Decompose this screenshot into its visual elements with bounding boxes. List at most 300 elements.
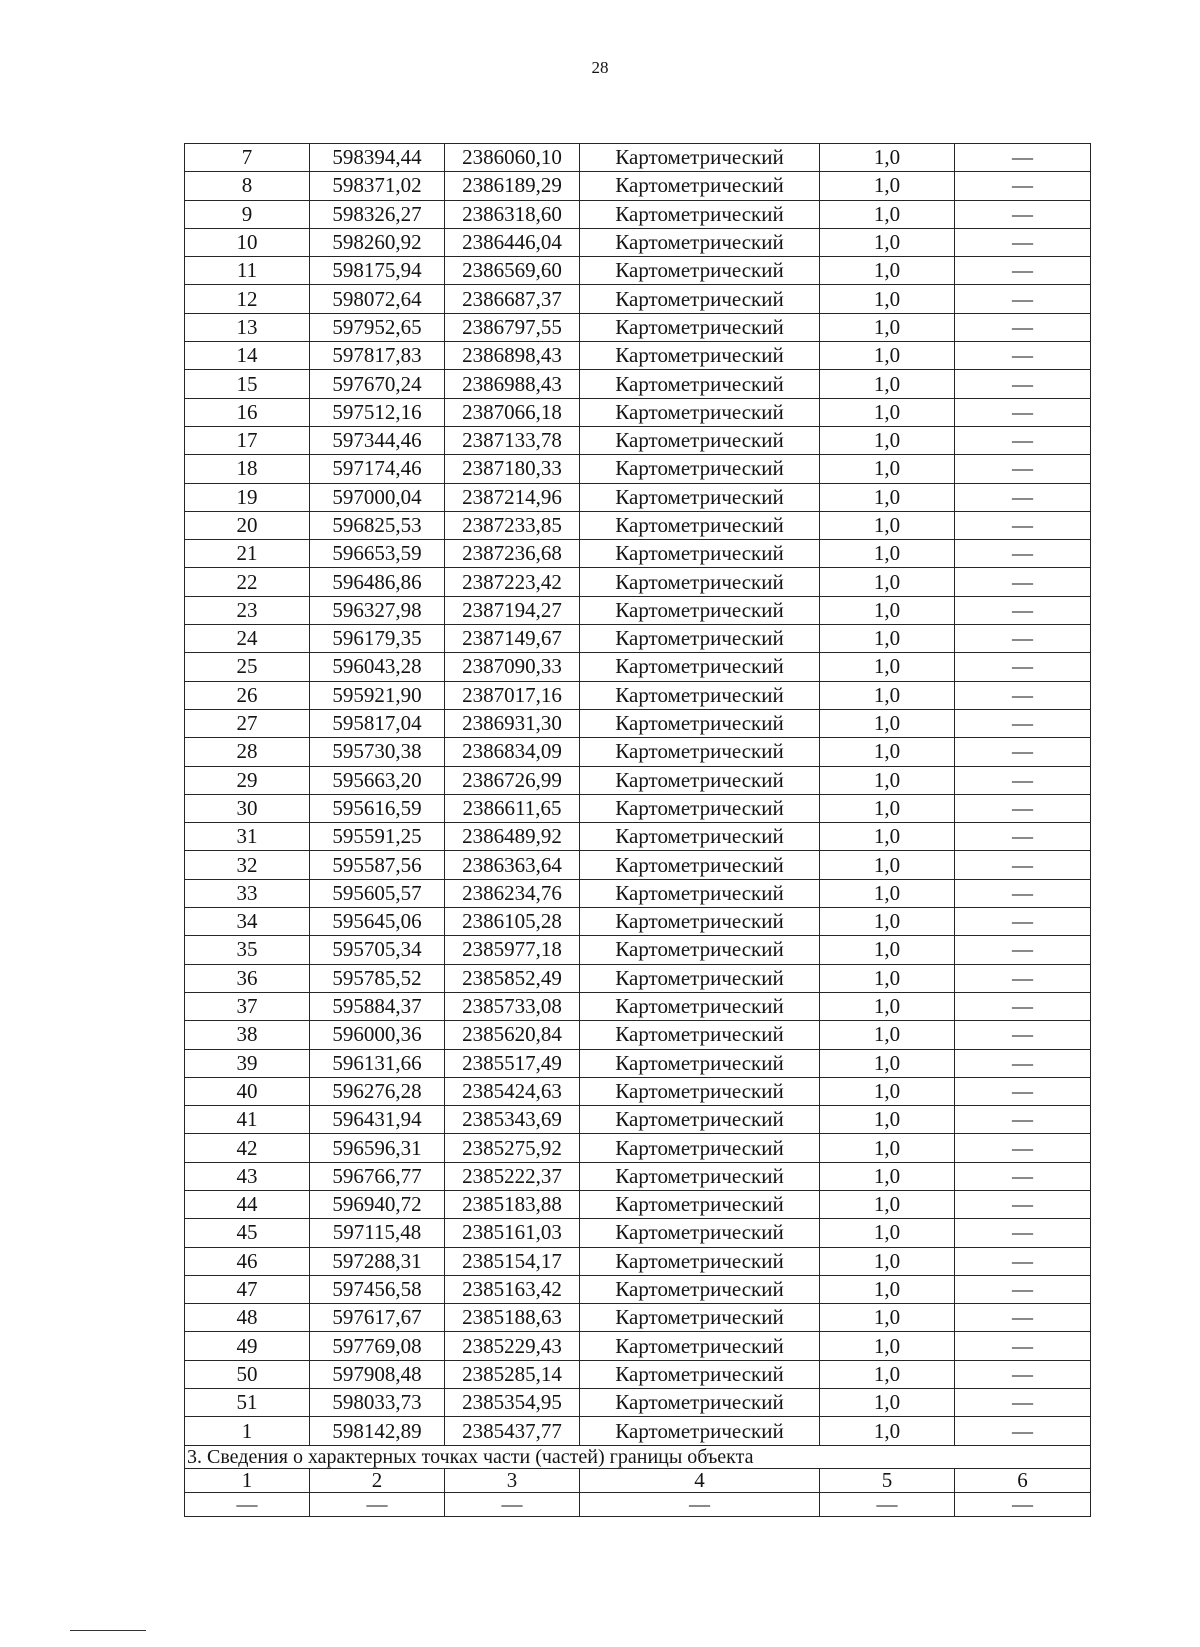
coordinate-y: 2385161,03: [445, 1219, 580, 1247]
table-row: [185, 1304, 1091, 1332]
accuracy-cell: 1,0: [820, 1219, 955, 1247]
method-cell: Картометрический: [580, 1247, 820, 1275]
method-cell: Картометрический: [580, 228, 820, 256]
coordinate-x: 597769,08: [310, 1332, 445, 1360]
description-cell: —: [955, 455, 1091, 483]
coordinate-y: 2385733,08: [445, 992, 580, 1020]
footer-separator-line: [70, 1630, 146, 1631]
method-cell: Картометрический: [580, 1134, 820, 1162]
method-cell: Картометрический: [580, 1021, 820, 1049]
coordinate-y: 2386797,55: [445, 313, 580, 341]
accuracy-cell: 1,0: [820, 342, 955, 370]
point-number: 13: [185, 313, 310, 341]
coordinate-y: 2386489,92: [445, 823, 580, 851]
description-cell: —: [955, 257, 1091, 285]
accuracy-cell: 1,0: [820, 1332, 955, 1360]
table-row: [185, 1275, 1091, 1303]
description-cell: —: [955, 794, 1091, 822]
description-cell: —: [955, 851, 1091, 879]
accuracy-cell: 1,0: [820, 257, 955, 285]
point-number: 14: [185, 342, 310, 370]
table-row: [185, 1077, 1091, 1105]
column-number-5: 5: [820, 1468, 955, 1492]
accuracy-cell: 1,0: [820, 908, 955, 936]
coordinate-y: 2386834,09: [445, 738, 580, 766]
coordinate-x: 598260,92: [310, 228, 445, 256]
method-cell: Картометрический: [580, 823, 820, 851]
method-cell: Картометрический: [580, 766, 820, 794]
coordinate-y: 2387066,18: [445, 398, 580, 426]
point-number: 12: [185, 285, 310, 313]
column-number-4: 4: [580, 1468, 820, 1492]
table-row: [185, 228, 1091, 256]
accuracy-cell: 1,0: [820, 1417, 955, 1445]
table-row: [185, 908, 1091, 936]
coordinate-x: 595605,57: [310, 879, 445, 907]
description-cell: —: [955, 964, 1091, 992]
description-cell: —: [955, 992, 1091, 1020]
method-cell: Картометрический: [580, 1219, 820, 1247]
description-cell: —: [955, 313, 1091, 341]
accuracy-cell: 1,0: [820, 1162, 955, 1190]
description-cell: —: [955, 1360, 1091, 1388]
coordinate-x: 597174,46: [310, 455, 445, 483]
accuracy-cell: 1,0: [820, 540, 955, 568]
coordinate-y: 2386363,64: [445, 851, 580, 879]
point-number: 46: [185, 1247, 310, 1275]
table-row: [185, 879, 1091, 907]
point-number: 29: [185, 766, 310, 794]
accuracy-cell: 1,0: [820, 313, 955, 341]
description-cell: —: [955, 908, 1091, 936]
description-cell: —: [955, 370, 1091, 398]
description-cell: —: [955, 172, 1091, 200]
coordinate-x: 596276,28: [310, 1077, 445, 1105]
column-number-3: 3: [445, 1468, 580, 1492]
method-cell: Картометрический: [580, 1275, 820, 1303]
coordinate-y: 2386060,10: [445, 144, 580, 172]
method-cell: Картометрический: [580, 313, 820, 341]
method-cell: Картометрический: [580, 1417, 820, 1445]
accuracy-cell: 1,0: [820, 823, 955, 851]
table-row: [185, 1162, 1091, 1190]
accuracy-cell: 1,0: [820, 738, 955, 766]
table-row: [185, 1389, 1091, 1417]
point-number: 38: [185, 1021, 310, 1049]
point-number: 33: [185, 879, 310, 907]
empty-cell: —: [580, 1492, 820, 1516]
coordinate-x: 597115,48: [310, 1219, 445, 1247]
coordinate-x: 595705,34: [310, 936, 445, 964]
accuracy-cell: 1,0: [820, 455, 955, 483]
coordinate-y: 2386189,29: [445, 172, 580, 200]
coordinate-x: 595645,06: [310, 908, 445, 936]
table-row: [185, 511, 1091, 539]
method-cell: Картометрический: [580, 144, 820, 172]
description-cell: —: [955, 1417, 1091, 1445]
method-cell: Картометрический: [580, 172, 820, 200]
description-cell: —: [955, 879, 1091, 907]
method-cell: Картометрический: [580, 1106, 820, 1134]
coordinate-x: 597288,31: [310, 1247, 445, 1275]
method-cell: Картометрический: [580, 1049, 820, 1077]
description-cell: —: [955, 1247, 1091, 1275]
accuracy-cell: 1,0: [820, 172, 955, 200]
description-cell: —: [955, 766, 1091, 794]
table-row: [185, 1190, 1091, 1218]
accuracy-cell: 1,0: [820, 568, 955, 596]
description-cell: —: [955, 1275, 1091, 1303]
empty-cell: —: [310, 1492, 445, 1516]
point-number: 18: [185, 455, 310, 483]
accuracy-cell: 1,0: [820, 1049, 955, 1077]
coordinate-y: 2385154,17: [445, 1247, 580, 1275]
description-cell: —: [955, 823, 1091, 851]
method-cell: Картометрический: [580, 1304, 820, 1332]
table-row: [185, 370, 1091, 398]
point-number: 24: [185, 625, 310, 653]
table-row: [185, 964, 1091, 992]
method-cell: Картометрический: [580, 709, 820, 737]
method-cell: Картометрический: [580, 625, 820, 653]
description-cell: —: [955, 1219, 1091, 1247]
method-cell: Картометрический: [580, 908, 820, 936]
method-cell: Картометрический: [580, 200, 820, 228]
description-cell: —: [955, 936, 1091, 964]
accuracy-cell: 1,0: [820, 1077, 955, 1105]
coordinate-x: 596825,53: [310, 511, 445, 539]
point-number: 39: [185, 1049, 310, 1077]
table-row: [185, 200, 1091, 228]
method-cell: Картометрический: [580, 653, 820, 681]
accuracy-cell: 1,0: [820, 200, 955, 228]
method-cell: Картометрический: [580, 596, 820, 624]
coordinate-y: 2385229,43: [445, 1332, 580, 1360]
method-cell: Картометрический: [580, 398, 820, 426]
point-number: 25: [185, 653, 310, 681]
point-number: 45: [185, 1219, 310, 1247]
method-cell: Картометрический: [580, 1332, 820, 1360]
table-row: [185, 1219, 1091, 1247]
point-number: 40: [185, 1077, 310, 1105]
point-number: 35: [185, 936, 310, 964]
table-row: [185, 709, 1091, 737]
coordinate-y: 2385183,88: [445, 1190, 580, 1218]
coordinate-x: 596596,31: [310, 1134, 445, 1162]
accuracy-cell: 1,0: [820, 1021, 955, 1049]
accuracy-cell: 1,0: [820, 1360, 955, 1388]
description-cell: —: [955, 426, 1091, 454]
coordinate-x: 597617,67: [310, 1304, 445, 1332]
table-row: [185, 738, 1091, 766]
coordinate-x: 596000,36: [310, 1021, 445, 1049]
accuracy-cell: 1,0: [820, 709, 955, 737]
table-row: [185, 992, 1091, 1020]
boundary-points-table: [184, 143, 1091, 1517]
table-row: [185, 483, 1091, 511]
description-cell: —: [955, 342, 1091, 370]
empty-cell: —: [185, 1492, 310, 1516]
table-row: [185, 936, 1091, 964]
coordinate-x: 597817,83: [310, 342, 445, 370]
point-number: 42: [185, 1134, 310, 1162]
coordinate-y: 2386611,65: [445, 794, 580, 822]
description-cell: —: [955, 144, 1091, 172]
accuracy-cell: 1,0: [820, 1389, 955, 1417]
point-number: 7: [185, 144, 310, 172]
description-cell: —: [955, 1190, 1091, 1218]
coordinate-y: 2387149,67: [445, 625, 580, 653]
table-row: [185, 794, 1091, 822]
point-number: 15: [185, 370, 310, 398]
coordinate-y: 2387223,42: [445, 568, 580, 596]
table-row: [185, 1360, 1091, 1388]
point-number: 51: [185, 1389, 310, 1417]
description-cell: —: [955, 200, 1091, 228]
point-number: 32: [185, 851, 310, 879]
method-cell: Картометрический: [580, 879, 820, 907]
coordinate-y: 2385275,92: [445, 1134, 580, 1162]
coordinate-x: 595591,25: [310, 823, 445, 851]
coordinate-y: 2386569,60: [445, 257, 580, 285]
coordinate-x: 597512,16: [310, 398, 445, 426]
point-number: 1: [185, 1417, 310, 1445]
coordinate-y: 2386931,30: [445, 709, 580, 737]
method-cell: Картометрический: [580, 257, 820, 285]
coordinate-x: 597456,58: [310, 1275, 445, 1303]
point-number: 43: [185, 1162, 310, 1190]
column-number-1: 1: [185, 1468, 310, 1492]
point-number: 19: [185, 483, 310, 511]
description-cell: —: [955, 709, 1091, 737]
table-row: [185, 625, 1091, 653]
accuracy-cell: 1,0: [820, 1190, 955, 1218]
method-cell: Картометрический: [580, 568, 820, 596]
point-number: 17: [185, 426, 310, 454]
coordinate-x: 595730,38: [310, 738, 445, 766]
point-number: 10: [185, 228, 310, 256]
section-3-header-row: [185, 1468, 1091, 1492]
coordinate-y: 2387090,33: [445, 653, 580, 681]
coordinate-x: 597670,24: [310, 370, 445, 398]
table-row: [185, 1417, 1091, 1445]
table-row: [185, 823, 1091, 851]
description-cell: —: [955, 568, 1091, 596]
accuracy-cell: 1,0: [820, 992, 955, 1020]
coordinate-y: 2387233,85: [445, 511, 580, 539]
accuracy-cell: 1,0: [820, 851, 955, 879]
accuracy-cell: 1,0: [820, 1275, 955, 1303]
description-cell: —: [955, 1077, 1091, 1105]
method-cell: Картометрический: [580, 851, 820, 879]
coordinate-y: 2387236,68: [445, 540, 580, 568]
coordinate-x: 597344,46: [310, 426, 445, 454]
point-number: 44: [185, 1190, 310, 1218]
method-cell: Картометрический: [580, 738, 820, 766]
coordinate-x: 595921,90: [310, 681, 445, 709]
point-number: 11: [185, 257, 310, 285]
table-row: [185, 540, 1091, 568]
accuracy-cell: 1,0: [820, 285, 955, 313]
coordinate-y: 2386318,60: [445, 200, 580, 228]
accuracy-cell: 1,0: [820, 483, 955, 511]
coordinate-x: 598175,94: [310, 257, 445, 285]
description-cell: —: [955, 1106, 1091, 1134]
description-cell: —: [955, 483, 1091, 511]
coordinate-y: 2386687,37: [445, 285, 580, 313]
coordinate-y: 2387133,78: [445, 426, 580, 454]
point-number: 36: [185, 964, 310, 992]
coordinate-x: 596653,59: [310, 540, 445, 568]
coordinate-y: 2385343,69: [445, 1106, 580, 1134]
coordinate-y: 2385437,77: [445, 1417, 580, 1445]
table-row: [185, 568, 1091, 596]
table-row: [185, 653, 1091, 681]
coordinate-x: 598326,27: [310, 200, 445, 228]
table-row: [185, 1134, 1091, 1162]
coordinate-y: 2387180,33: [445, 455, 580, 483]
coordinate-x: 595616,59: [310, 794, 445, 822]
point-number: 30: [185, 794, 310, 822]
method-cell: Картометрический: [580, 511, 820, 539]
coordinate-x: 595785,52: [310, 964, 445, 992]
point-number: 8: [185, 172, 310, 200]
coordinate-y: 2385517,49: [445, 1049, 580, 1077]
description-cell: —: [955, 1021, 1091, 1049]
column-number-2: 2: [310, 1468, 445, 1492]
method-cell: Картометрический: [580, 455, 820, 483]
table-row: [185, 1247, 1091, 1275]
description-cell: —: [955, 228, 1091, 256]
accuracy-cell: 1,0: [820, 681, 955, 709]
description-cell: —: [955, 1162, 1091, 1190]
method-cell: Картометрический: [580, 1190, 820, 1218]
description-cell: —: [955, 285, 1091, 313]
description-cell: —: [955, 540, 1091, 568]
point-number: 50: [185, 1360, 310, 1388]
coordinate-y: 2385222,37: [445, 1162, 580, 1190]
method-cell: Картометрический: [580, 426, 820, 454]
empty-cell: —: [955, 1492, 1091, 1516]
table-row: [185, 455, 1091, 483]
description-cell: —: [955, 625, 1091, 653]
coordinate-x: 597952,65: [310, 313, 445, 341]
coordinate-x: 595817,04: [310, 709, 445, 737]
description-cell: —: [955, 1049, 1091, 1077]
point-number: 9: [185, 200, 310, 228]
coordinate-x: 597908,48: [310, 1360, 445, 1388]
accuracy-cell: 1,0: [820, 1304, 955, 1332]
accuracy-cell: 1,0: [820, 879, 955, 907]
accuracy-cell: 1,0: [820, 144, 955, 172]
coordinate-x: 596131,66: [310, 1049, 445, 1077]
accuracy-cell: 1,0: [820, 596, 955, 624]
method-cell: Картометрический: [580, 370, 820, 398]
table-row: [185, 257, 1091, 285]
method-cell: Картометрический: [580, 540, 820, 568]
coordinate-x: 596179,35: [310, 625, 445, 653]
coordinates-rows: [185, 144, 1091, 1446]
coordinate-x: 598033,73: [310, 1389, 445, 1417]
coordinate-y: 2386726,99: [445, 766, 580, 794]
section-3-empty-row: [185, 1492, 1091, 1516]
point-number: 48: [185, 1304, 310, 1332]
coordinate-x: 597000,04: [310, 483, 445, 511]
point-number: 21: [185, 540, 310, 568]
coordinate-x: 598142,89: [310, 1417, 445, 1445]
accuracy-cell: 1,0: [820, 794, 955, 822]
coordinate-y: 2386446,04: [445, 228, 580, 256]
column-number-6: 6: [955, 1468, 1091, 1492]
method-cell: Картометрический: [580, 681, 820, 709]
description-cell: —: [955, 596, 1091, 624]
coordinate-x: 596486,86: [310, 568, 445, 596]
table-row: [185, 1049, 1091, 1077]
method-cell: Картометрический: [580, 1077, 820, 1105]
section-3-title: 3. Сведения о характерных точках части (частей) границы объекта: [185, 1445, 1091, 1468]
coordinate-y: 2387194,27: [445, 596, 580, 624]
coordinate-y: 2387214,96: [445, 483, 580, 511]
accuracy-cell: 1,0: [820, 653, 955, 681]
point-number: 28: [185, 738, 310, 766]
point-number: 26: [185, 681, 310, 709]
coordinate-x: 596940,72: [310, 1190, 445, 1218]
coordinate-x: 598371,02: [310, 172, 445, 200]
description-cell: —: [955, 1304, 1091, 1332]
page-number: 28: [591, 58, 609, 77]
accuracy-cell: 1,0: [820, 398, 955, 426]
accuracy-cell: 1,0: [820, 936, 955, 964]
coordinate-x: 595884,37: [310, 992, 445, 1020]
coordinate-x: 598394,44: [310, 144, 445, 172]
empty-cell: —: [820, 1492, 955, 1516]
table-row: [185, 596, 1091, 624]
table-row: [185, 851, 1091, 879]
coordinate-y: 2385285,14: [445, 1360, 580, 1388]
accuracy-cell: 1,0: [820, 370, 955, 398]
method-cell: Картометрический: [580, 342, 820, 370]
description-cell: —: [955, 511, 1091, 539]
accuracy-cell: 1,0: [820, 511, 955, 539]
accuracy-cell: 1,0: [820, 426, 955, 454]
table-row: [185, 1332, 1091, 1360]
table-row: [185, 398, 1091, 426]
method-cell: Картометрический: [580, 992, 820, 1020]
method-cell: Картометрический: [580, 1360, 820, 1388]
method-cell: Картометрический: [580, 483, 820, 511]
point-number: 20: [185, 511, 310, 539]
description-cell: —: [955, 1389, 1091, 1417]
table-row: [185, 1106, 1091, 1134]
point-number: 47: [185, 1275, 310, 1303]
method-cell: Картометрический: [580, 964, 820, 992]
coordinate-y: 2386988,43: [445, 370, 580, 398]
coordinate-y: 2385188,63: [445, 1304, 580, 1332]
point-number: 31: [185, 823, 310, 851]
table-row: [185, 426, 1091, 454]
table-row: [185, 681, 1091, 709]
coordinate-x: 595663,20: [310, 766, 445, 794]
coordinate-x: 596431,94: [310, 1106, 445, 1134]
accuracy-cell: 1,0: [820, 1106, 955, 1134]
table-row: [185, 313, 1091, 341]
description-cell: —: [955, 1332, 1091, 1360]
coordinate-x: 598072,64: [310, 285, 445, 313]
description-cell: —: [955, 1134, 1091, 1162]
empty-cell: —: [445, 1492, 580, 1516]
description-cell: —: [955, 681, 1091, 709]
coordinate-y: 2387017,16: [445, 681, 580, 709]
